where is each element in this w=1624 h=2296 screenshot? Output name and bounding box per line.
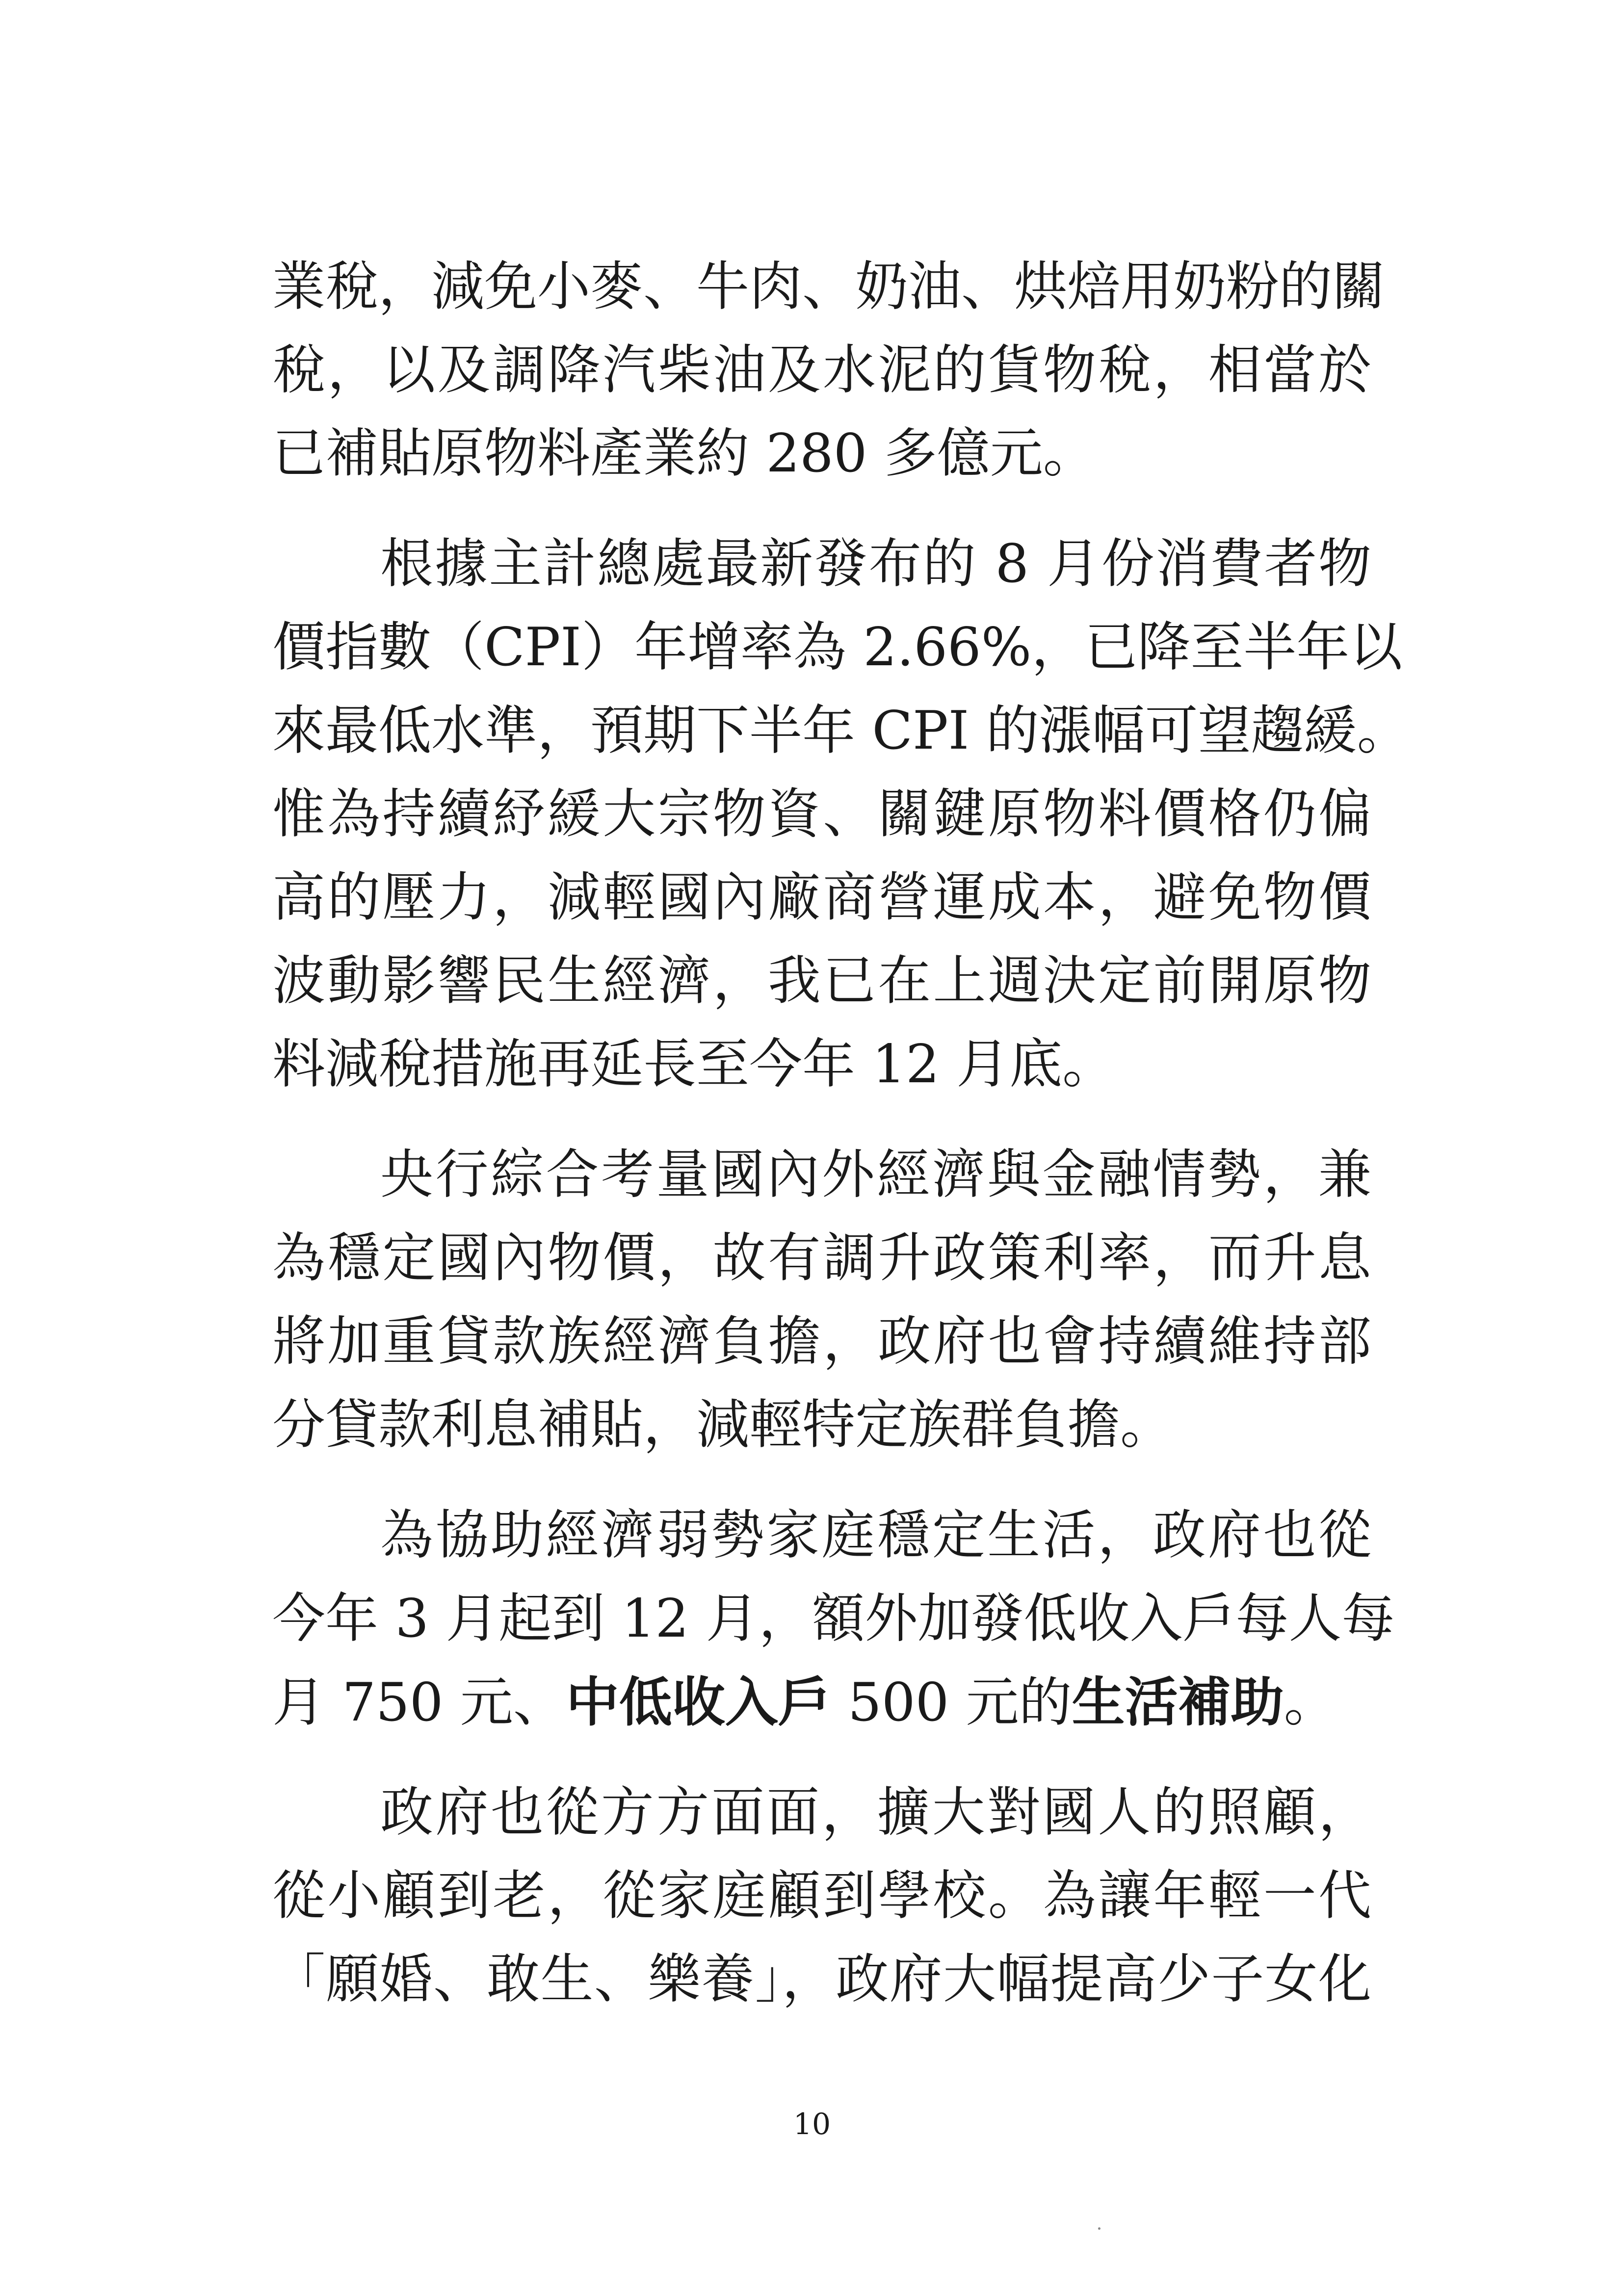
paragraph-2-line-5: 高的壓力，減輕國內廠商營運成本，避免物價	[272, 867, 1371, 928]
paragraph-1-line-3: 已補貼原物料產業約 280 多億元。	[272, 423, 1096, 484]
paragraph-1-line-2: 稅，以及調降汽柴油及水泥的貨物稅，相當於	[272, 339, 1371, 401]
paragraph-2-line-4: 惟為持續紓緩大宗物資、關鍵原物料價格仍偏	[272, 783, 1371, 845]
paragraph-3-line-3: 將加重貸款族經濟負擔，政府也會持續維持部	[272, 1311, 1371, 1372]
paragraph-3-line-4: 分貸款利息補貼，減輕特定族群負擔。	[272, 1394, 1174, 1456]
low-middle-income-household-emphasis: 中低收入戶	[566, 1671, 831, 1733]
paragraph-2-line-7: 料減稅措施再延長至今年 12 月底。	[272, 1034, 1116, 1095]
paragraph-5-line-2: 從小顧到老，從家庭顧到學校。為讓年輕一代	[272, 1865, 1371, 1927]
paragraph-5-line-3: 「願婚、敢生、樂養」，政府大幅提高少子女化	[272, 1949, 1371, 2010]
paragraph-4-line-1: 為協助經濟弱勢家庭穩定生活，政府也從	[380, 1505, 1371, 1566]
paragraph-1-line-1: 業稅，減免小麥、牛肉、奶油、烘焙用奶粉的關	[272, 256, 1386, 317]
paragraph-3-line-1: 央行綜合考量國內外經濟與金融情勢，兼	[380, 1144, 1371, 1205]
paragraph-2-line-3: 來最低水準，預期下半年 CPI 的漲幅可望趨緩。	[272, 700, 1410, 761]
paragraph-2-line-6: 波動影響民生經濟，我已在上週決定前開原物	[272, 950, 1371, 1012]
page-number: 10	[793, 2107, 831, 2141]
paragraph-3-line-2: 為穩定國內物價，故有調升政策利率，而升息	[272, 1227, 1371, 1289]
paragraph-5-line-1: 政府也從方方面面，擴大對國人的照顧，	[380, 1782, 1371, 1843]
living-subsidy-emphasis: 生活補助	[1072, 1671, 1284, 1733]
scan-speck	[1098, 2227, 1100, 2230]
paragraph-4-line-3-text-a: 月 750 元、	[272, 1672, 566, 1733]
paragraph-4-line-3-text-c: 。	[1283, 1672, 1337, 1733]
paragraph-4-line-2: 今年 3 月起到 12 月，額外加發低收入戶每人每	[272, 1588, 1395, 1649]
paragraph-4-line-3	[272, 1670, 1371, 1734]
paragraph-2-line-1: 根據主計總處最新發布的 8 月份消費者物	[380, 533, 1371, 595]
paragraph-4-line-3-text-b: 500 元的	[831, 1672, 1072, 1733]
paragraph-2-line-2: 價指數（CPI）年增率為 2.66%，已降至半年以	[272, 617, 1403, 678]
